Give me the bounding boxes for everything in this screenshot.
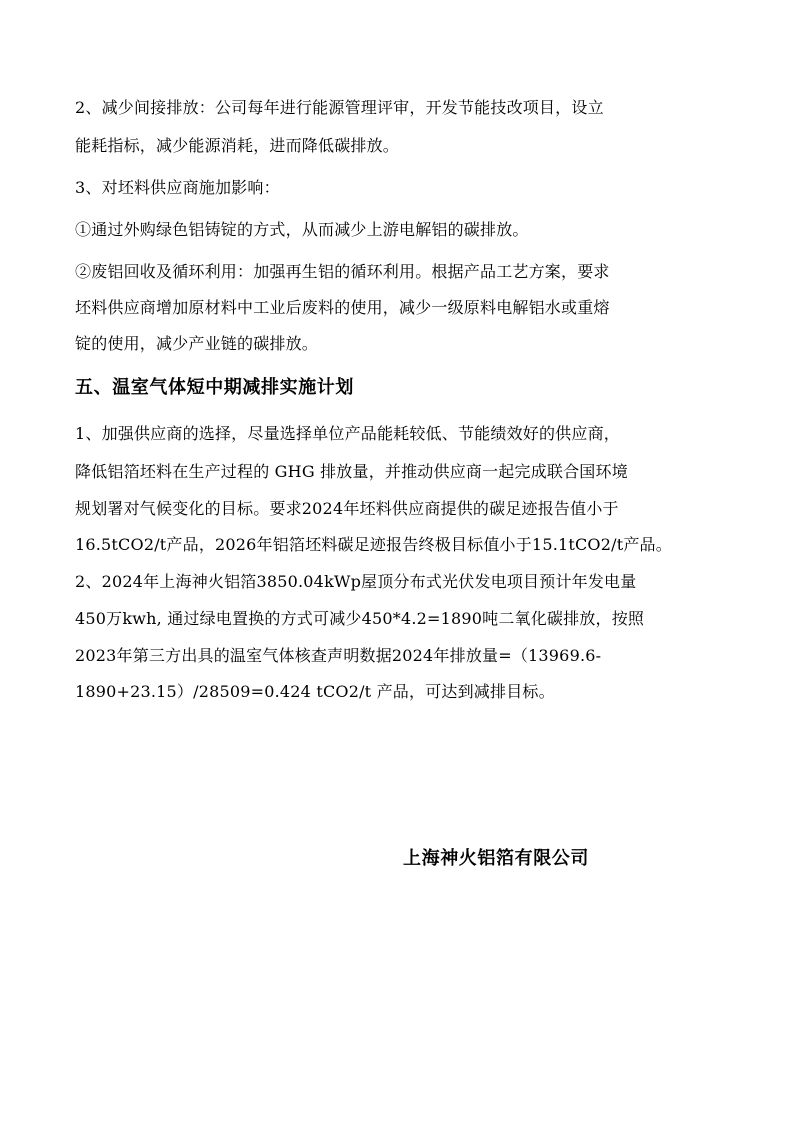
section-5-item-1-line-4: 16.5tCO2/t产品，2026年铝箔坯料碳足迹报告终极目标值小于15.1tCO2/t产品。 (75, 535, 672, 554)
section-5-item-2-line-3: 2023年第三方出具的温室气体核查声明数据2024年排放量=（13969.6- (75, 646, 602, 665)
item-2-indirect-emissions-line-2: 能耗指标，减少能源消耗，进而降低碳排放。 (75, 136, 400, 155)
sub-item-2-recycling-line-3: 锭的使用，减少产业链的碳排放。 (75, 334, 319, 353)
section-5-item-1-line-2: 降低铝箔坯料在生产过程的 GHG 排放量，并推动供应商一起完成联合国环境 (75, 462, 628, 481)
section-5-item-1-line-1: 1、加强供应商的选择，尽量选择单位产品能耗较低、节能绩效好的供应商， (75, 424, 620, 443)
sub-item-2-recycling-line-2: 坯料供应商增加原材料中工业后废料的使用，减少一级原料电解铝水或重熔 (75, 298, 610, 317)
item-2-indirect-emissions-line-1: 2、减少间接排放：公司每年进行能源管理评审，开发节能技改项目，设立 (75, 98, 604, 117)
section-5-item-1-line-3: 规划署对气候变化的目标。要求2024年坯料供应商提供的碳足迹报告值小于 (75, 499, 619, 518)
company-signature: 上海神火铝箔有限公司 (403, 848, 589, 869)
section-5-item-2-line-4: 1890+23.15）/28509=0.424 tCO2/t 产品，可达到减排目标。 (75, 682, 555, 701)
item-3-supplier-influence-heading: 3、对坯料供应商施加影响： (75, 178, 280, 197)
sub-item-1-green-aluminum: ①通过外购绿色铝铸锭的方式，从而减少上游电解铝的碳排放。 (75, 220, 529, 239)
section-5-heading: 五、温室气体短中期减排实施计划 (75, 377, 354, 398)
section-5-item-2-line-1: 2、2024年上海神火铝箔3850.04kWp屋顶分布式光伏发电项目预计年发电量 (75, 572, 637, 591)
section-5-item-2-line-2: 450万kwh, 通过绿电置换的方式可减少450*4.2=1890吨二氧化碳排放，按照 (75, 609, 645, 628)
sub-item-2-recycling-line-1: ②废铝回收及循环利用：加强再生铝的循环利用。根据产品工艺方案，要求 (75, 262, 610, 281)
